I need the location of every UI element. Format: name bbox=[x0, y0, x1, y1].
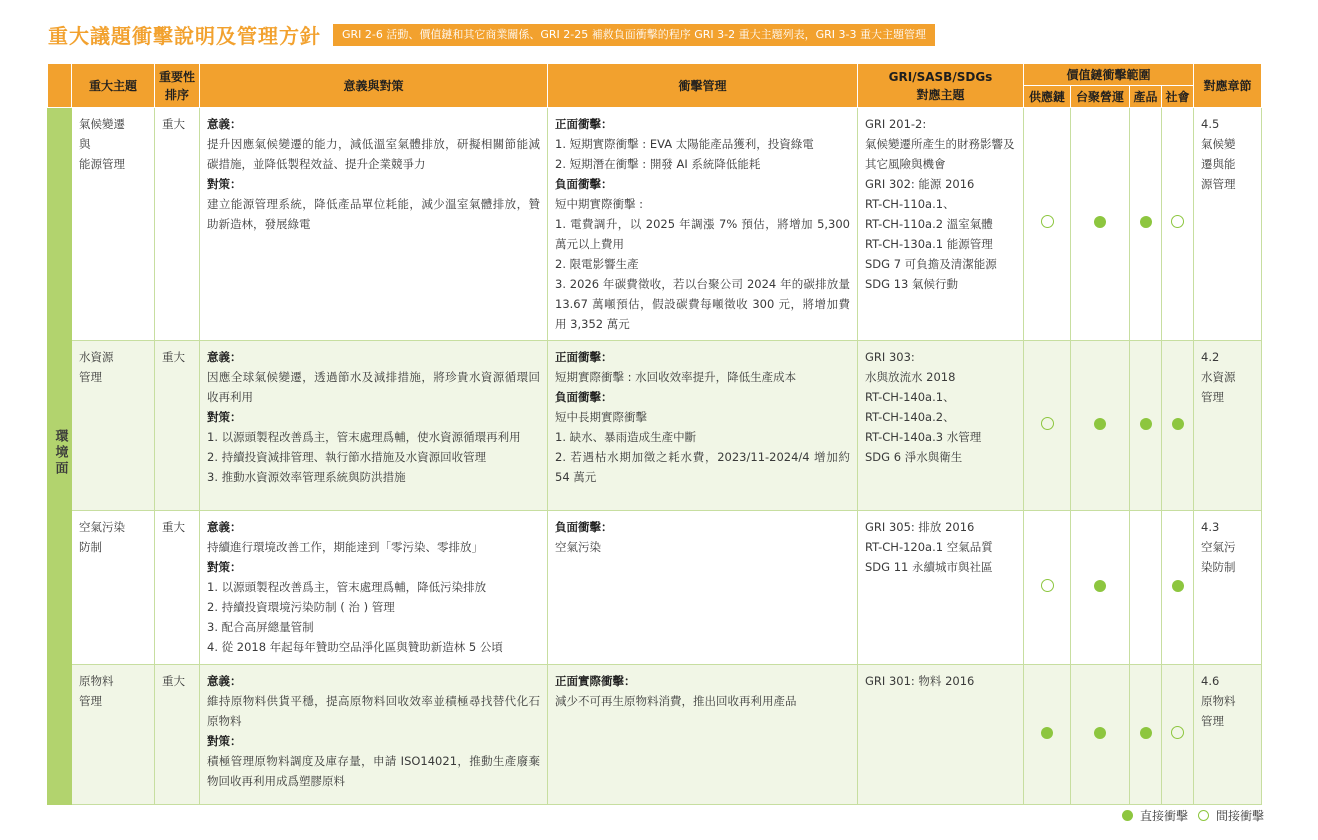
gri-cell: GRI 303: 水與放流水 2018 RT-CH-140a.1、 RT-CH-140a.2、 RT-CH-140a.3 水管理 SDG 6 淨水與衛生 bbox=[858, 341, 1024, 511]
priority-cell: 重大 bbox=[155, 665, 200, 805]
value-chain-ops-cell bbox=[1071, 511, 1130, 665]
chapter-cell: 4.5 氣候變 遷與能 源管理 bbox=[1194, 108, 1262, 341]
indirect-impact-ring-icon bbox=[1041, 215, 1054, 228]
table-row bbox=[48, 341, 1262, 511]
direct-impact-dot-icon bbox=[1122, 810, 1133, 821]
meaning-cell: 意義： 持續進行環境改善工作，期能達到「零污染、零排放」 對策： 1. 以源頭製程改善爲主，管末處理爲輔，降低污染排放 2. 持續投資環境污染防制 ( 治 ) 管理 3. 配合高屏總量管制 4. 從 2018 年起每年贊助空品淨化區與贊助新造林 5 公頃 bbox=[200, 511, 548, 665]
impact-cell: 負面衝擊： 空氣污染 bbox=[548, 511, 858, 665]
meaning-cell: 意義： 因應全球氣候變遷，透過節水及減排措施，將珍貴水資源循環回收再利用 對策： 1. 以源頭製程改善爲主，管末處理爲輔，使水資源循環再利用 2. 持續投資減排管理、執行節水措施及水資源回收管理 3. 推動水資源效率管理系統與防洪措施 bbox=[200, 341, 548, 511]
table-row bbox=[48, 665, 1262, 805]
value-chain-supply-cell bbox=[1024, 665, 1071, 805]
value-chain-society-cell bbox=[1162, 341, 1194, 511]
indirect-impact-ring-icon bbox=[1041, 417, 1054, 430]
direct-impact-dot-icon bbox=[1140, 418, 1152, 430]
direct-impact-dot-icon bbox=[1172, 418, 1184, 430]
indirect-impact-ring-icon bbox=[1171, 726, 1184, 739]
chapter-cell: 4.2 水資源 管理 bbox=[1194, 341, 1262, 511]
impact-cell: 正面衝擊： 1. 短期實際衝擊 : EVA 太陽能產品獲利，投資綠電 2. 短期潛在衝擊 : 開發 AI 系統降低能耗 負面衝擊： 短中期實際衝擊 : 1. 電費調升，以 2025 年調漲 7% 預估，將增加 5,300 萬元以上費用 2. 限電影響生產 3. 2026 年碳費徵收，若以台聚公司 2024 年的碳排放量 13.67 萬噸預估，假設碳費每噸徵收 300 元，將增加費用 3,352 萬元 bbox=[548, 108, 858, 341]
topic-cell: 原物料 管理 bbox=[72, 665, 155, 805]
direct-impact-dot-icon bbox=[1094, 727, 1106, 739]
impact-cell: 正面實際衝擊： 減少不可再生原物料消費，推出回收再利用產品 bbox=[548, 665, 858, 805]
priority-cell: 重大 bbox=[155, 108, 200, 341]
header-side-blank bbox=[48, 64, 72, 108]
value-chain-product-cell bbox=[1130, 511, 1162, 665]
header-vc-product: 產品 bbox=[1130, 86, 1162, 108]
value-chain-supply-cell bbox=[1024, 511, 1071, 665]
impact-cell: 正面衝擊： 短期實際衝擊 : 水回收效率提升，降低生產成本 負面衝擊： 短中長期實際衝擊 1. 缺水、暴雨造成生產中斷 2. 若遇枯水期加徵之耗水費，2023/11-2024/4 增加約 54 萬元 bbox=[548, 341, 858, 511]
legend-indirect: 間接衝擊 bbox=[1198, 807, 1264, 824]
direct-impact-dot-icon bbox=[1172, 580, 1184, 592]
topic-cell: 氣候變遷 與 能源管理 bbox=[72, 108, 155, 341]
material-topics-table bbox=[47, 63, 1262, 805]
indirect-impact-ring-icon bbox=[1041, 579, 1054, 592]
topic-cell: 空氣污染 防制 bbox=[72, 511, 155, 665]
value-chain-ops-cell bbox=[1071, 665, 1130, 805]
header-gri: GRI/SASB/SDGs 對應主題 bbox=[858, 64, 1024, 108]
header bbox=[48, 20, 935, 49]
topic-cell: 水資源 管理 bbox=[72, 341, 155, 511]
direct-impact-dot-icon bbox=[1094, 580, 1106, 592]
table-row bbox=[48, 108, 1262, 341]
value-chain-society-cell bbox=[1162, 108, 1194, 341]
value-chain-product-cell bbox=[1130, 108, 1162, 341]
meaning-cell: 意義： 提升因應氣候變遷的能力，減低溫室氣體排放，研擬相關節能減碳措施，並降低製程效益、提升企業競爭力 對策： 建立能源管理系統，降低產品單位耗能，減少溫室氣體排放，贊助新造林，發展綠電 bbox=[200, 108, 548, 341]
value-chain-supply-cell bbox=[1024, 341, 1071, 511]
chapter-cell: 4.3 空氣污 染防制 bbox=[1194, 511, 1262, 665]
header-vc-society: 社會 bbox=[1162, 86, 1194, 108]
header-chapter: 對應章節 bbox=[1194, 64, 1262, 108]
meaning-cell: 意義： 維持原物料供貨平穩，提高原物料回收效率並積極尋找替代化石原物料 對策： 積極管理原物料調度及庫存量，申請 ISO14021，推動生產廢棄物回收再利用成爲塑膠原料 bbox=[200, 665, 548, 805]
value-chain-society-cell bbox=[1162, 511, 1194, 665]
legend bbox=[1112, 807, 1264, 824]
direct-impact-dot-icon bbox=[1094, 418, 1106, 430]
value-chain-ops-cell bbox=[1071, 341, 1130, 511]
gri-cell: GRI 201-2: 氣候變遷所產生的財務影響及其它風險與機會 GRI 302: 能源 2016 RT-CH-110a.1、 RT-CH-110a.2 溫室氣體 RT-CH-130a.1 能源管理 SDG 7 可負擔及清潔能源 SDG 13 氣候行動 bbox=[858, 108, 1024, 341]
page-title: 重大議題衝擊說明及管理方針 bbox=[48, 24, 321, 48]
direct-impact-dot-icon bbox=[1041, 727, 1053, 739]
gri-tag: GRI 2-6 活動、價值鏈和其它商業關係、GRI 2-25 補救負面衝擊的程序 GRI 3-2 重大主題列表，GRI 3-3 重大主題管理 bbox=[333, 24, 935, 46]
header-vc-supply: 供應鏈 bbox=[1024, 86, 1071, 108]
value-chain-supply-cell bbox=[1024, 108, 1071, 341]
value-chain-ops-cell bbox=[1071, 108, 1130, 341]
side-category-label: 環境面 bbox=[48, 108, 72, 805]
priority-cell: 重大 bbox=[155, 511, 200, 665]
header-topic: 重大主題 bbox=[72, 64, 155, 108]
header-vc-ops: 台聚營運 bbox=[1071, 86, 1130, 108]
legend-direct: 直接衝擊 bbox=[1122, 807, 1188, 824]
gri-cell: GRI 305: 排放 2016 RT-CH-120a.1 空氣品質 SDG 11 永續城市與社區 bbox=[858, 511, 1024, 665]
gri-cell: GRI 301: 物料 2016 bbox=[858, 665, 1024, 805]
value-chain-society-cell bbox=[1162, 665, 1194, 805]
table-row bbox=[48, 511, 1262, 665]
header-value-chain: 價值鏈衝擊範圍 bbox=[1024, 64, 1194, 86]
header-impact: 衝擊管理 bbox=[548, 64, 858, 108]
header-meaning: 意義與對策 bbox=[200, 64, 548, 108]
chapter-cell: 4.6 原物料 管理 bbox=[1194, 665, 1262, 805]
value-chain-product-cell bbox=[1130, 341, 1162, 511]
direct-impact-dot-icon bbox=[1140, 216, 1152, 228]
direct-impact-dot-icon bbox=[1140, 727, 1152, 739]
indirect-impact-ring-icon bbox=[1171, 215, 1184, 228]
header-priority: 重要性 排序 bbox=[155, 64, 200, 108]
indirect-impact-ring-icon bbox=[1198, 810, 1209, 821]
direct-impact-dot-icon bbox=[1094, 216, 1106, 228]
priority-cell: 重大 bbox=[155, 341, 200, 511]
value-chain-product-cell bbox=[1130, 665, 1162, 805]
